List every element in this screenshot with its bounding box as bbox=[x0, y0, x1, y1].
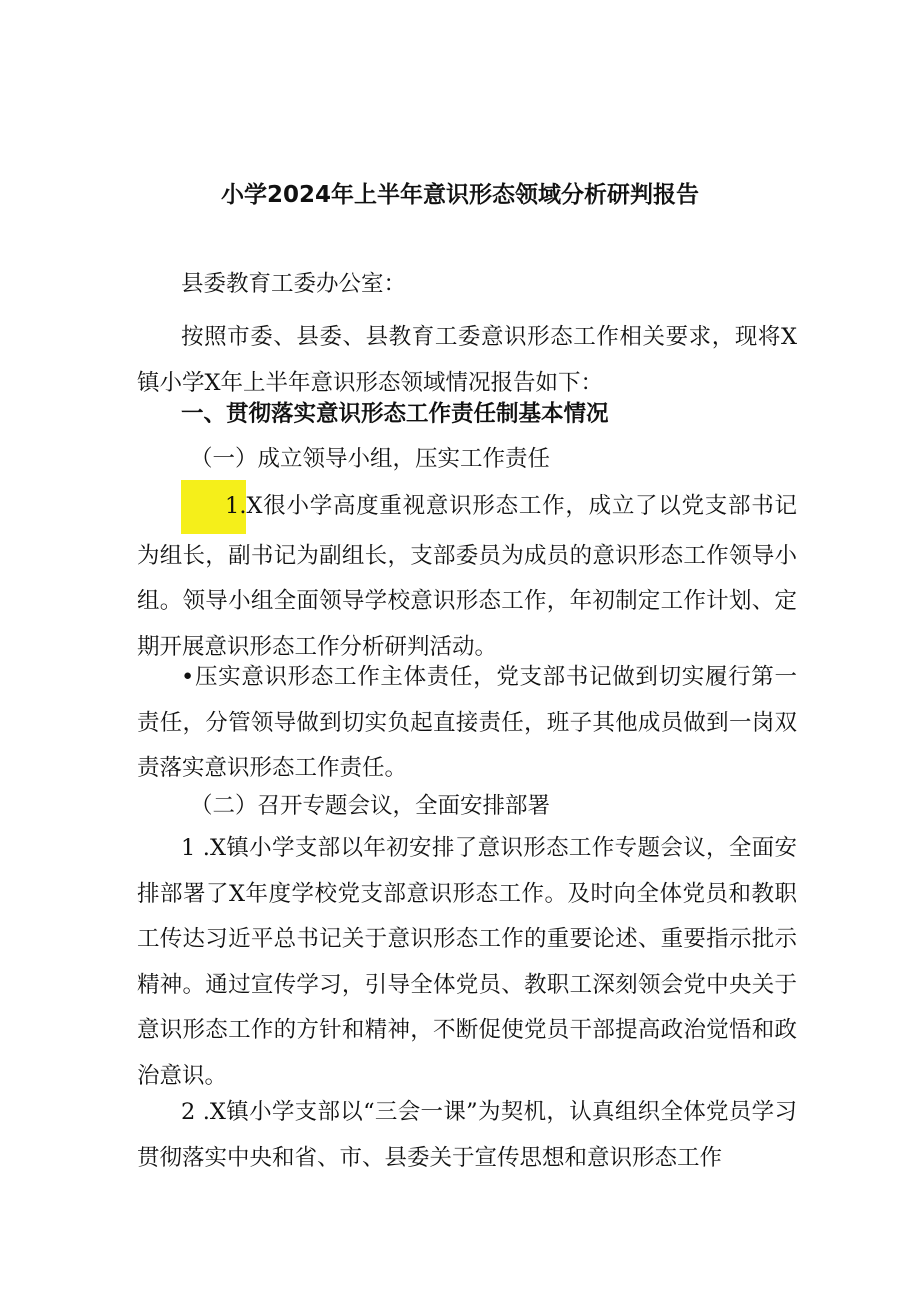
highlighted-marker: 1. bbox=[181, 480, 246, 534]
subsection-heading-2: （二）召开专题会议，全面安排部署 bbox=[190, 793, 551, 819]
paragraph-item-4: 2 .X镇小学支部以“三会一课”为契机，认真组织全体党员学习贯彻落实中央和省、市、县委关于宣传思想和意识形态工作 bbox=[137, 1099, 797, 1171]
intro-paragraph: 按照市委、县委、县教育工委意识形态工作相关要求，现将X镇小学X年上半年意识形态领域情况报告如下： bbox=[137, 324, 797, 396]
paragraph-item-2: •压实意识形态工作主体责任，党支部书记做到切实履行第一责任，分管领导做到切实负起直接责任，班子其他成员做到一岗双责落实意识形态工作责任。 bbox=[137, 664, 797, 781]
subsection-heading-1: （一）成立领导小组，压实工作责任 bbox=[190, 446, 551, 472]
item-1-text: X很小学高度重视意识形态工作，成立了以党支部书记为组长，副书记为副组长，支部委员为成员的意识形态工作领导小组。领导小组全面领导学校意识形态工作，年初制定工作计划、定期开展意识形态工作分析研判活动。 bbox=[137, 493, 797, 660]
salutation: 县委教育工委办公室： bbox=[181, 271, 407, 297]
section-heading-1: 一、贯彻落实意识形态工作责任制基本情况 bbox=[181, 401, 609, 427]
document-title: 小学2024年上半年意识形态领域分析研判报告 bbox=[220, 182, 699, 208]
paragraph-item-1 bbox=[137, 480, 797, 670]
paragraph-item-3: 1 .X镇小学支部以年初安排了意识形态工作专题会议，全面安排部署了X年度学校党支部意识形态工作。及时向全体党员和教职工传达习近平总书记关于意识形态工作的重要论述、重要指示批示精神。通过宣传学习，引导全体党员、教职工深刻领会党中央关于意识形态工作的方针和精神，不断促使党员干部提高政治觉悟和政治意识。 bbox=[137, 835, 797, 1089]
